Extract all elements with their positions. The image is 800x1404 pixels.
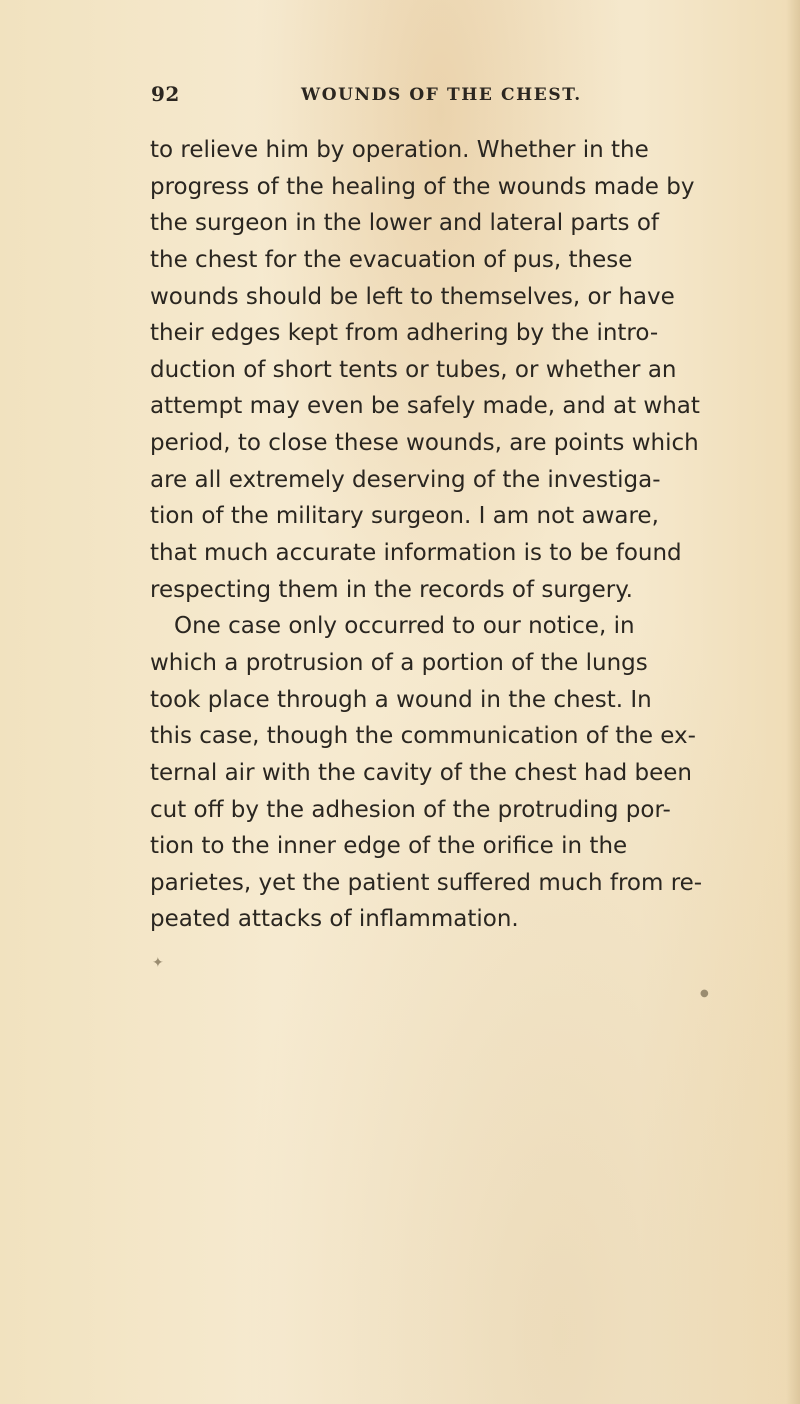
body-text [150,132,790,938]
text-line: peated attacks of inflammation. [150,906,519,933]
text-line: period, to close these wounds, are points which [150,430,699,457]
text-line: the chest for the evacuation of pus, these [150,246,633,273]
text-line: took place through a wound in the chest. In [150,686,652,713]
text-line: attempt may even be safely made, and at what [150,393,700,420]
text-line: respecting them in the records of surgery. [150,576,633,603]
text-line: tion of the military surgeon. I am not aware, [150,503,659,530]
text-line: their edges kept from adhering by the intro- [150,320,659,347]
text-line: this case, though the communication of the ex- [150,723,696,750]
paragraph-start-line: One case only occurred to our notice, in [174,613,635,640]
text-line: are all extremely deserving of the investiga- [150,466,661,493]
text-line: ternal air with the cavity of the chest had been [150,759,692,786]
text-line: tion to the inner edge of the orifice in the [150,833,628,860]
page-number: 92 [151,82,180,106]
text-line: progress of the healing of the wounds made by [150,173,695,200]
text-line: to relieve him by operation. Whether in the [150,137,649,163]
running-head: WOUNDS OF THE CHEST. [301,85,582,105]
text-line: cut off by the adhesion of the protruding por- [150,796,671,823]
text-line: parietes, yet the patient suffered much from re- [150,869,703,896]
ink-speck-mark: ✦ [152,955,164,971]
ink-speck-mark: ● [700,988,709,999]
text-line: that much accurate information is to be found [150,540,682,567]
text-line: wounds should be left to themselves, or have [150,283,675,310]
page-header [151,82,631,112]
text-line: which a protrusion of a portion of the lungs [150,649,648,676]
text-line: duction of short tents or tubes, or whether an [150,356,677,383]
text-line: the surgeon in the lower and lateral parts of [150,210,660,237]
